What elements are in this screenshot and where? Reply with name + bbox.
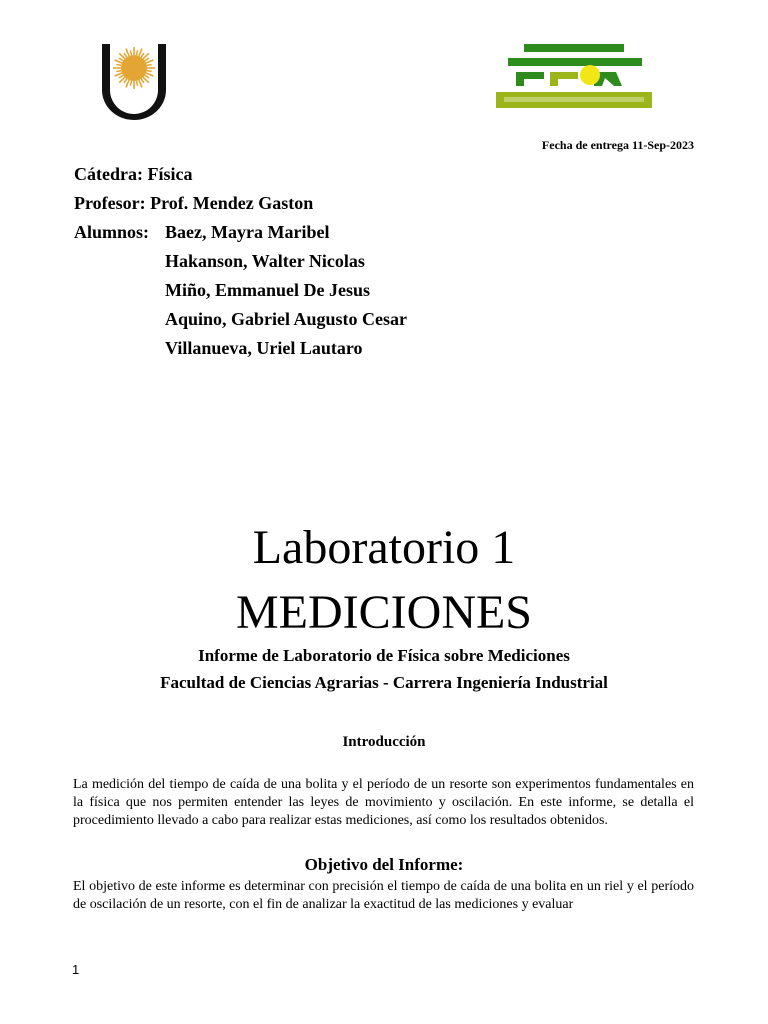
fca-logo — [494, 42, 654, 110]
student-name: Villanueva, Uriel Lautaro — [165, 338, 363, 358]
student-name: Aquino, Gabriel Augusto Cesar — [165, 309, 408, 329]
lab-subtitle: MEDICIONES — [236, 586, 532, 639]
objective-heading: Objetivo del Informe: — [304, 855, 464, 874]
lab-title: Laboratorio 1 — [252, 521, 516, 574]
intro-paragraph: La medición del tiempo de caída de una bolita y el período de un resorte son experimentos fundamentales en la física que nos permiten entender las leyes de movimiento y oscilación. En este informe, se detalla el procedimiento llevado a cabo para realizar estas mediciones, así como los resultados obtenidos. — [73, 777, 694, 828]
intro-heading: Introducción — [342, 734, 426, 750]
student-name: Miño, Emmanuel De Jesus — [165, 280, 371, 300]
report-subtitle: Informe de Laboratorio de Física sobre Mediciones — [198, 646, 570, 665]
student-name: Hakanson, Walter Nicolas — [165, 251, 365, 271]
alumnos-label: Alumnos: — [74, 222, 150, 242]
sun-icon — [113, 47, 155, 89]
delivery-date: Fecha de entrega 11-Sep-2023 — [541, 138, 694, 152]
faculty-line: Facultad de Ciencias Agrarias - Carrera Ingeniería Industrial — [160, 673, 608, 692]
unne-logo — [96, 42, 172, 122]
catedra-line: Cátedra: Física — [74, 164, 193, 184]
profesor-line: Profesor: Prof. Mendez Gaston — [74, 193, 314, 213]
sun-icon — [580, 65, 600, 85]
student-name: Baez, Mayra Maribel — [165, 222, 330, 242]
page-number: 1 — [72, 962, 80, 977]
objective-paragraph: El objetivo de este informe es determinar con precisión el tiempo de caída de una bolita en un riel y el período de oscilación de un resorte, con el fin de analizar la exactitud de las mediciones y evaluar — [73, 879, 694, 912]
